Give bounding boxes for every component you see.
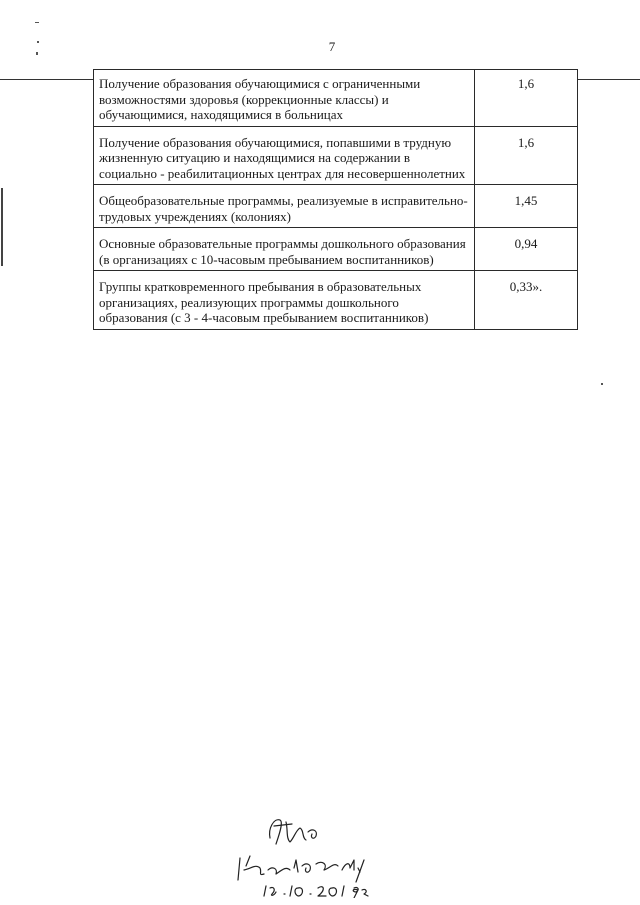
row-value: 1,6 [474, 70, 577, 127]
row-value: 1,45 [474, 185, 577, 228]
row-value: 0,94 [474, 228, 577, 271]
row-value: 1,6 [474, 126, 577, 185]
table-row [94, 70, 578, 127]
scan-artifact-line [0, 79, 93, 80]
scan-artifact-edge [1, 188, 3, 266]
scan-artifact-line [578, 79, 640, 80]
row-description: Общеобразовательные программы, реализуемые в исправительно-трудовых учреждениях (колониях) [94, 185, 475, 228]
row-value: 0,33». [474, 271, 577, 330]
scan-speck [37, 41, 39, 43]
table-row [94, 228, 578, 271]
page-number: 7 [328, 39, 336, 54]
row-description: Получение образования обучающимися, попавшими в трудную жизненную ситуацию и находящимися на содержании в социально - реабилитационных центрах для несовершеннолетних [94, 126, 475, 185]
scan-speck [35, 22, 39, 23]
rates-table [93, 69, 578, 330]
scan-speck [601, 383, 603, 385]
row-description: Получение образования обучающимися с ограниченными возможностями здоровья (коррекционные классы) и обучающимися, находящимися в больницах [94, 70, 475, 127]
table-row [94, 185, 578, 228]
handwritten-signature [230, 808, 410, 898]
table-row [94, 126, 578, 185]
scan-speck [36, 52, 38, 55]
row-description: Группы кратковременного пребывания в образовательных организациях, реализующих программы дошкольного образования (с 3 - 4-часовым пребыванием воспитанников) [94, 271, 475, 330]
row-description: Основные образовательные программы дошкольного образования (в организациях с 10-часовым пребыванием воспитанников) [94, 228, 475, 271]
table-row [94, 271, 578, 330]
